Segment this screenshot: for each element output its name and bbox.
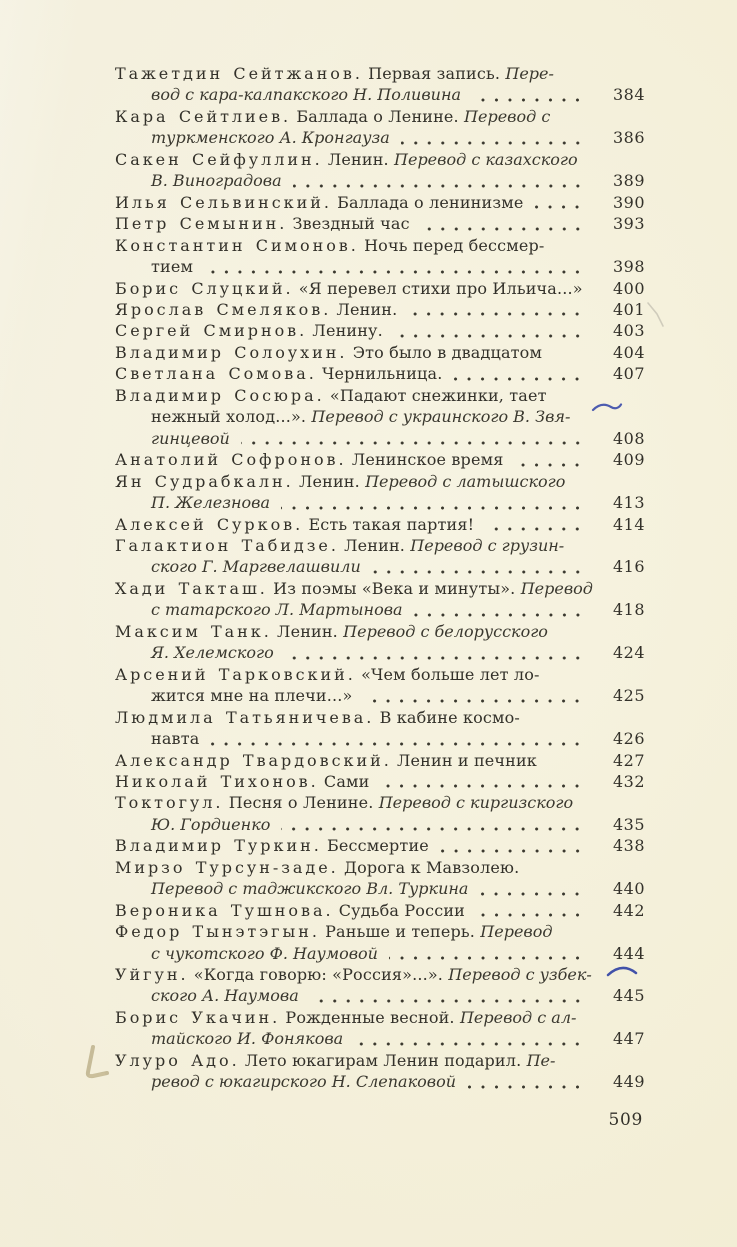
dot-leader bbox=[467, 1085, 589, 1089]
toc-line bbox=[115, 835, 645, 856]
toc-line bbox=[115, 985, 645, 1006]
dot-leader bbox=[440, 849, 589, 853]
dot-leader bbox=[453, 377, 589, 381]
title-text: Ленин. bbox=[331, 299, 398, 319]
toc-line bbox=[115, 471, 645, 492]
author-name: Владимир Туркин. bbox=[115, 836, 322, 856]
toc-line-text bbox=[115, 621, 548, 642]
toc-line-text bbox=[151, 1071, 456, 1092]
page-number: 409 bbox=[613, 450, 645, 470]
title-text: тием bbox=[151, 257, 194, 277]
toc-line bbox=[115, 278, 645, 299]
page-number: 449 bbox=[613, 1072, 645, 1092]
title-text: «Чем больше лет ло- bbox=[355, 664, 540, 684]
title-text: Баллада о Ленине. bbox=[291, 106, 465, 126]
author-name: Борис Слуцкий. bbox=[115, 278, 294, 298]
toc-line-text bbox=[151, 878, 468, 899]
toc-line bbox=[115, 621, 645, 642]
dot-leader bbox=[408, 312, 589, 316]
toc-line bbox=[115, 814, 645, 835]
author-name: Тажетдин Сейтжанов. bbox=[115, 64, 363, 83]
toc-line bbox=[115, 1071, 645, 1092]
toc-line-text bbox=[115, 514, 474, 535]
author-name: Константин Симонов. bbox=[115, 235, 359, 255]
title-text: Первая запись. bbox=[362, 64, 506, 83]
toc-line bbox=[115, 771, 645, 792]
toc-line bbox=[115, 707, 645, 728]
title-text: Ленинское время bbox=[346, 450, 504, 470]
author-name: Арсений Тарковский. bbox=[115, 664, 356, 684]
toc-line-text bbox=[115, 792, 573, 813]
page-number: 435 bbox=[613, 814, 645, 834]
translator-note: туркменского А. Кронгауза bbox=[151, 128, 390, 148]
dot-leader bbox=[485, 527, 589, 531]
title-text: Чернильница. bbox=[316, 364, 443, 384]
dot-leader bbox=[514, 463, 589, 467]
page-number: 440 bbox=[613, 879, 645, 899]
dot-leader bbox=[472, 98, 589, 102]
toc-line-text bbox=[151, 406, 570, 427]
title-text: Ленин. bbox=[293, 471, 366, 491]
translator-note: гинцевой bbox=[151, 428, 230, 448]
toc-line bbox=[115, 964, 645, 985]
page-number: 407 bbox=[613, 364, 645, 384]
author-name: Ярослав Смеляков. bbox=[115, 299, 332, 319]
toc-line-text bbox=[115, 385, 547, 406]
toc-line bbox=[115, 449, 645, 470]
toc-line-text bbox=[115, 299, 397, 320]
toc-line-text bbox=[115, 149, 578, 170]
toc-line bbox=[115, 921, 645, 942]
toc-line bbox=[115, 664, 645, 685]
translator-note: Перевод с узбек- bbox=[448, 965, 592, 985]
translator-note: с чукотского Ф. Наумовой bbox=[151, 943, 378, 963]
toc-line bbox=[115, 514, 645, 535]
dot-leader bbox=[281, 827, 589, 831]
author-name: Светлана Сомова. bbox=[115, 364, 317, 384]
translator-note: тайского И. Фонякова bbox=[151, 1029, 344, 1049]
title-text: Сами bbox=[318, 771, 370, 791]
author-name: Улуро Адо. bbox=[115, 1050, 240, 1070]
title-text: Ленин. bbox=[322, 149, 395, 169]
toc-line-text bbox=[151, 985, 299, 1006]
toc-line bbox=[115, 878, 645, 899]
page-number: 386 bbox=[613, 128, 645, 148]
title-text: Ленин и печник bbox=[391, 750, 537, 770]
author-name: Сакен Сейфуллин. bbox=[115, 149, 323, 169]
dot-leader bbox=[421, 227, 589, 231]
translator-note: Перевод с казахского bbox=[394, 149, 578, 169]
author-name: Уйгун. bbox=[115, 965, 189, 985]
author-name: Максим Танк. bbox=[115, 621, 272, 641]
title-text: Ленину. bbox=[307, 321, 383, 341]
author-name: Владимир Солоухин. bbox=[115, 342, 348, 362]
toc-line-text bbox=[115, 835, 429, 856]
page-number: 426 bbox=[613, 729, 645, 749]
author-name: Анатолий Софронов. bbox=[115, 450, 347, 470]
dot-leader bbox=[310, 999, 589, 1003]
toc-line bbox=[115, 127, 645, 148]
page-number: 447 bbox=[613, 1029, 645, 1049]
title-text: Рожденные весной. bbox=[280, 1007, 460, 1027]
toc-line-text bbox=[151, 428, 230, 449]
toc-line bbox=[115, 235, 645, 256]
translator-note: Перевод bbox=[520, 578, 593, 598]
page-number: 390 bbox=[613, 192, 645, 212]
toc-line-text bbox=[115, 235, 544, 256]
dot-leader bbox=[389, 956, 589, 960]
scratch-mark bbox=[645, 300, 669, 330]
dot-leader bbox=[210, 742, 589, 746]
toc-line bbox=[115, 406, 645, 427]
toc-line bbox=[115, 299, 645, 320]
author-name: Вероника Тушнова. bbox=[115, 900, 334, 920]
toc-line-text bbox=[151, 556, 361, 577]
toc-line-text bbox=[115, 1050, 555, 1071]
page-number: 404 bbox=[613, 342, 645, 362]
translator-note: ского Г. Маргвелашвили bbox=[151, 557, 361, 577]
translator-note: Я. Хелемского bbox=[151, 643, 274, 663]
toc-line bbox=[115, 685, 645, 706]
toc-line-text bbox=[115, 750, 537, 771]
translator-note: Перевод bbox=[480, 922, 553, 942]
toc-line bbox=[115, 213, 645, 234]
dot-leader bbox=[372, 570, 589, 574]
title-text: жится мне на плечи...» bbox=[151, 686, 353, 706]
page-number: 401 bbox=[613, 299, 645, 319]
dot-leader bbox=[401, 141, 589, 145]
author-name: Петр Семынин. bbox=[115, 214, 288, 234]
page-number: 427 bbox=[613, 750, 645, 770]
toc-line bbox=[115, 642, 645, 663]
toc-line bbox=[115, 943, 645, 964]
author-name: Николай Тихонов. bbox=[115, 771, 319, 791]
translator-note: Перевод с украинского В. Звя- bbox=[311, 407, 571, 427]
author-name: Токтогул. bbox=[115, 793, 224, 813]
title-text: Звездный час bbox=[287, 214, 410, 234]
dot-leader bbox=[354, 1042, 589, 1046]
toc-line-text bbox=[115, 964, 592, 985]
toc-line-text bbox=[115, 342, 542, 363]
page-number: 393 bbox=[613, 214, 645, 234]
toc-line-text bbox=[115, 278, 583, 299]
page-number: 425 bbox=[613, 686, 645, 706]
page-number: 389 bbox=[613, 171, 645, 191]
toc-line bbox=[115, 900, 645, 921]
toc-line-text bbox=[115, 578, 593, 599]
toc-line-text bbox=[151, 642, 274, 663]
toc-line bbox=[115, 578, 645, 599]
dot-leader bbox=[476, 913, 589, 917]
author-name: Людмила Татьяничева. bbox=[115, 707, 375, 727]
title-text: «Я перевел стихи про Ильича...» bbox=[293, 278, 583, 298]
toc-line-text bbox=[151, 814, 270, 835]
toc-line bbox=[115, 599, 645, 620]
toc-line bbox=[115, 857, 645, 878]
author-name: Илья Сельвинский. bbox=[115, 192, 332, 212]
toc-line-text bbox=[115, 106, 550, 127]
toc-line bbox=[115, 256, 645, 277]
title-text: Ночь перед бессмер- bbox=[358, 235, 545, 255]
title-text: Из поэмы «Века и минуты». bbox=[267, 578, 521, 598]
dot-leader bbox=[394, 334, 589, 338]
title-text: В кабине космо- bbox=[374, 707, 520, 727]
toc-line bbox=[115, 556, 645, 577]
page-number: 413 bbox=[613, 493, 645, 513]
translator-note: Перевод с таджикского Вл. Туркина bbox=[151, 879, 469, 899]
toc-line-text bbox=[115, 900, 465, 921]
page-number: 414 bbox=[613, 514, 645, 534]
page-number: 398 bbox=[613, 257, 645, 277]
toc-line-text bbox=[115, 192, 523, 213]
page-number: 424 bbox=[613, 643, 645, 663]
toc-line bbox=[115, 1007, 645, 1028]
dot-leader bbox=[380, 784, 589, 788]
page-number: 400 bbox=[613, 278, 645, 298]
title-text: Ленин. bbox=[338, 535, 411, 555]
page-number: 408 bbox=[613, 428, 645, 448]
toc-line bbox=[115, 63, 645, 84]
author-name: Мирзо Турсун-заде. bbox=[115, 857, 339, 877]
title-text: Лето юкагирам Ленин подарил. bbox=[239, 1050, 527, 1070]
toc-line-text bbox=[115, 771, 369, 792]
translator-note: ревод с юкагирского Н. Слепаковой bbox=[151, 1072, 456, 1092]
toc-line bbox=[115, 170, 645, 191]
folio-page-number: 509 bbox=[608, 1110, 643, 1130]
dot-leader bbox=[204, 270, 589, 274]
title-text: Судьба России bbox=[333, 900, 465, 920]
toc-line-text bbox=[151, 127, 390, 148]
title-text: Это было в двадцатом bbox=[347, 342, 543, 362]
toc-line bbox=[115, 363, 645, 384]
toc-line bbox=[115, 84, 645, 105]
toc-line-text bbox=[115, 921, 553, 942]
title-text: Дорога к Мавзолею. bbox=[338, 857, 520, 877]
translator-note: Перевод с киргизского bbox=[378, 793, 574, 813]
toc-line bbox=[115, 106, 645, 127]
toc-line-text bbox=[115, 449, 503, 470]
toc-line-text bbox=[151, 1028, 343, 1049]
translator-note: Перевод с белорусского bbox=[343, 621, 548, 641]
toc-line-text bbox=[115, 707, 520, 728]
toc-line bbox=[115, 192, 645, 213]
translator-note: П. Железнова bbox=[151, 493, 270, 513]
dot-leader bbox=[281, 506, 589, 510]
title-text: нежный холод...». bbox=[151, 407, 312, 427]
toc-line bbox=[115, 428, 645, 449]
author-name: Ян Судрабкалн. bbox=[115, 471, 294, 491]
toc-line bbox=[115, 385, 645, 406]
page-number: 444 bbox=[613, 943, 645, 963]
toc-line bbox=[115, 342, 645, 363]
dot-leader bbox=[285, 656, 589, 660]
table-of-contents bbox=[115, 63, 645, 1093]
title-text: «Падают снежинки, тает bbox=[324, 385, 547, 405]
page-number: 384 bbox=[613, 85, 645, 105]
page-number: 403 bbox=[613, 321, 645, 341]
translator-note: Перевод с латышского bbox=[365, 471, 566, 491]
author-name: Федор Тынэтэгын. bbox=[115, 922, 320, 942]
toc-line-text bbox=[151, 599, 403, 620]
page-number: 445 bbox=[613, 986, 645, 1006]
toc-line-text bbox=[115, 320, 383, 341]
title-text: навта bbox=[151, 729, 200, 749]
toc-line bbox=[115, 320, 645, 341]
translator-note: Ю. Гордиенко bbox=[151, 814, 271, 834]
translator-note: В. Виноградова bbox=[151, 171, 282, 191]
toc-line-text bbox=[115, 1007, 576, 1028]
author-name: Алексей Сурков. bbox=[115, 514, 304, 534]
toc-line-text bbox=[151, 256, 193, 277]
toc-line bbox=[115, 1028, 645, 1049]
toc-line bbox=[115, 492, 645, 513]
title-text: Песня о Ленине. bbox=[223, 793, 379, 813]
translator-note: Перевод с грузин- bbox=[410, 535, 565, 555]
title-text: «Когда говорю: «Россия»...». bbox=[188, 965, 449, 985]
toc-line bbox=[115, 728, 645, 749]
toc-line-text bbox=[151, 685, 352, 706]
toc-line bbox=[115, 750, 645, 771]
dot-leader bbox=[363, 699, 589, 703]
author-name: Кара Сейтлиев. bbox=[115, 106, 292, 126]
dot-leader bbox=[241, 441, 589, 445]
author-name: Владимир Сосюра. bbox=[115, 385, 325, 405]
dot-leader bbox=[293, 184, 589, 188]
toc-line bbox=[115, 1050, 645, 1071]
translator-note: Перевод с bbox=[464, 106, 551, 126]
page-number: 438 bbox=[613, 836, 645, 856]
title-text: Бессмертие bbox=[321, 836, 429, 856]
translator-note: Перевод с ал- bbox=[459, 1007, 577, 1027]
translator-note: вод с кара-калпакского Н. Поливина bbox=[151, 85, 462, 105]
toc-line-text bbox=[115, 63, 554, 84]
page-number: 416 bbox=[613, 557, 645, 577]
author-name: Галактион Табидзе. bbox=[115, 535, 339, 555]
dot-leader bbox=[414, 613, 589, 617]
toc-line-text bbox=[115, 363, 442, 384]
dot-leader bbox=[534, 205, 589, 209]
translator-note: ского А. Наумова bbox=[151, 986, 299, 1006]
page-number: 442 bbox=[613, 900, 645, 920]
pencil-checkmark-mark bbox=[80, 1044, 114, 1086]
translator-note: Пе- bbox=[526, 1050, 556, 1070]
toc-line-text bbox=[115, 857, 519, 878]
toc-line bbox=[115, 792, 645, 813]
author-name: Хади Такташ. bbox=[115, 578, 268, 598]
title-text: Баллада о ленинизме bbox=[331, 192, 524, 212]
title-text: Есть такая партия! bbox=[303, 514, 475, 534]
author-name: Александр Твардовский. bbox=[115, 750, 392, 770]
toc-line-text bbox=[115, 213, 410, 234]
toc-line bbox=[115, 149, 645, 170]
toc-line-text bbox=[151, 728, 199, 749]
toc-line-text bbox=[115, 471, 565, 492]
toc-line-text bbox=[151, 492, 270, 513]
toc-line-text bbox=[151, 84, 461, 105]
toc-line-text bbox=[115, 664, 540, 685]
toc-line-text bbox=[151, 170, 282, 191]
toc-line bbox=[115, 535, 645, 556]
page-number: 432 bbox=[613, 771, 645, 791]
author-name: Сергей Смирнов. bbox=[115, 321, 308, 341]
toc-line-text bbox=[151, 943, 378, 964]
title-text: Раньше и теперь. bbox=[319, 922, 481, 942]
translator-note: Пере- bbox=[505, 64, 554, 83]
author-name: Борис Укачин. bbox=[115, 1007, 281, 1027]
page-number: 418 bbox=[613, 600, 645, 620]
title-text: Ленин. bbox=[271, 621, 344, 641]
toc-line-text bbox=[115, 535, 564, 556]
translator-note: с татарского Л. Мартынова bbox=[151, 600, 403, 620]
dot-leader bbox=[479, 892, 589, 896]
